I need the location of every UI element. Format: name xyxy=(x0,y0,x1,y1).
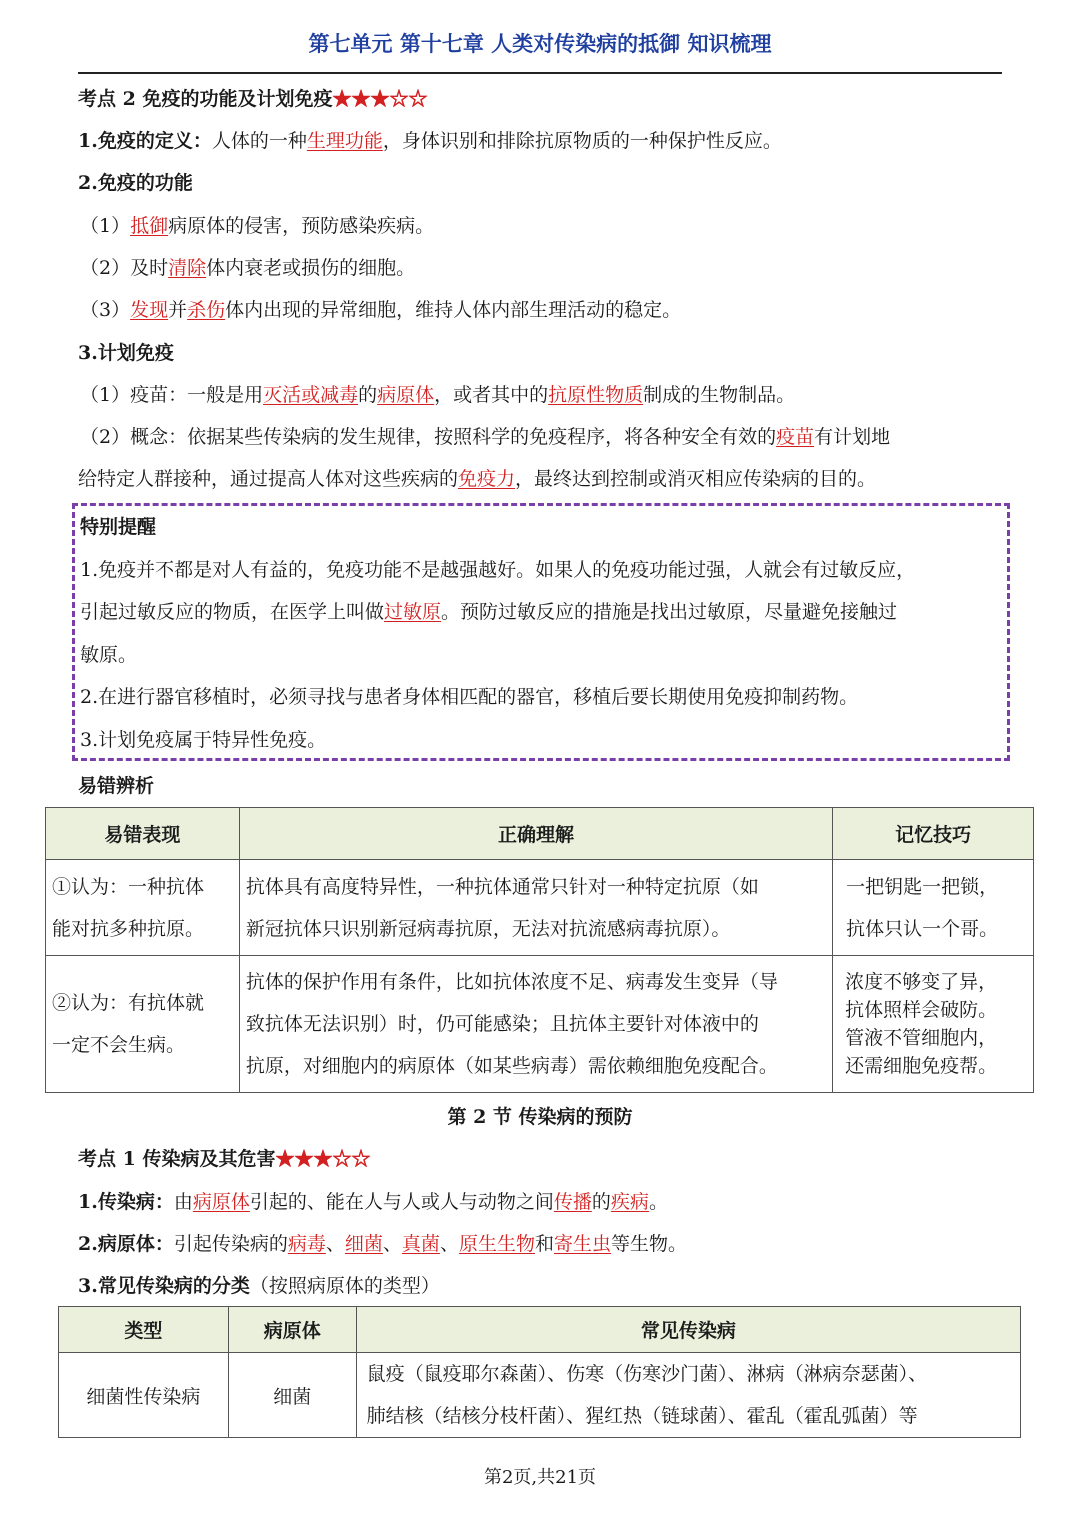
kp1-stars: ★★★☆☆ xyxy=(275,1148,371,1170)
disease-keyword-1: 病原体 xyxy=(192,1191,250,1213)
tip-line: 管液不管细胞内， xyxy=(845,1027,998,1049)
table-row xyxy=(46,956,1034,1093)
disease-line: 鼠疫（鼠疫耶尔森菌）、伤寒（伤寒沙门菌）、淋病（淋病奈瑟菌）、 xyxy=(366,1363,928,1385)
header-pathogen: 病原体 xyxy=(228,1307,356,1353)
kp2-title xyxy=(78,86,427,112)
header-type: 类型 xyxy=(59,1307,229,1353)
reminder-keyword: 过敏原 xyxy=(384,601,442,623)
kp1-title-text: 考点 1 传染病及其危害 xyxy=(78,1148,276,1170)
function-item-2 xyxy=(80,255,415,281)
f2-keyword: 清除 xyxy=(168,257,207,279)
mistake-cell xyxy=(46,860,240,956)
header-divider xyxy=(78,72,1002,74)
error-header-correct: 正确理解 xyxy=(239,808,832,860)
f1-text: 病原体的侵害，预防感染疾病。 xyxy=(168,215,435,237)
page-header-title: 第七单元 第十七章 人类对传染病的抵御 知识梳理 xyxy=(308,32,772,56)
correct-line: 抗体具有高度特异性，一种抗体通常只针对一种特定抗原（如 xyxy=(245,875,759,898)
disease-definition xyxy=(78,1189,668,1215)
pathogen-sep: 、 xyxy=(382,1233,402,1255)
tip-cell xyxy=(833,860,1034,956)
classification-heading xyxy=(78,1273,440,1299)
tip-line: 还需细胞免疫帮。 xyxy=(845,1055,998,1077)
p1-text-3: 制成的生物制品。 xyxy=(643,384,796,406)
definition-label: 1.免疫的定义： xyxy=(78,130,212,152)
correct-cell xyxy=(239,956,832,1093)
pathogen-text-2: 和 xyxy=(534,1233,554,1255)
f3-prefix: （3） xyxy=(80,299,131,321)
mistake-line: 一定不会生病。 xyxy=(52,1034,186,1056)
tip-cell xyxy=(833,956,1034,1093)
p1-keyword-3: 抗原性物质 xyxy=(548,384,644,406)
error-analysis-table xyxy=(45,807,1034,1093)
p2-keyword: 疫苗 xyxy=(776,426,815,448)
p2-prefix: （2）概念：依据某些传染病的发生规律，按照科学的免疫程序，将各种安全有效的 xyxy=(80,426,777,448)
kp2-title-text: 考点 2 免疫的功能及计划免疫 xyxy=(78,88,333,110)
mistake-line: ②认为：有抗体就 xyxy=(52,992,205,1014)
header-diseases: 常见传染病 xyxy=(356,1307,1020,1353)
reminder-line-2-b: 。预防过敏反应的措施是找出过敏原，尽量避免接触过 xyxy=(441,601,898,623)
diseases-cell xyxy=(356,1353,1020,1438)
function-item-1 xyxy=(80,213,434,239)
correct-line: 抗体的保护作用有条件，比如抗体浓度不足、病毒发生变异（导 xyxy=(245,971,778,993)
correct-line: 抗原，对细胞内的病原体（如某些病毒）需依赖细胞免疫配合。 xyxy=(245,1055,778,1077)
plan-heading: 3.计划免疫 xyxy=(78,342,174,364)
disease-text-3: 的 xyxy=(591,1191,611,1213)
disease-text-4: 。 xyxy=(648,1191,668,1213)
pathogen-text-3: 等生物。 xyxy=(611,1233,688,1255)
f1-prefix: （1） xyxy=(80,215,131,237)
f2-text: 体内衰老或损伤的细胞。 xyxy=(206,257,416,279)
reminder-title: 特别提醒 xyxy=(80,516,157,538)
disease-keyword-2: 传播 xyxy=(553,1191,592,1213)
reminder-line-2 xyxy=(80,599,897,625)
reminder-line-5: 3.计划免疫属于特异性免疫。 xyxy=(80,729,327,751)
correct-cell xyxy=(239,860,832,956)
definition-keyword: 生理功能 xyxy=(306,130,383,152)
disease-text-2: 引起的、能在人与人或人与动物之间 xyxy=(249,1191,554,1213)
pathogen-label: 2.病原体： xyxy=(78,1233,174,1255)
pathogen-sep: 、 xyxy=(325,1233,345,1255)
page-number: 第2页,共21页 xyxy=(483,1467,597,1488)
definition-text-1: 人体的一种 xyxy=(211,130,307,152)
classification-label: 3.常见传染病的分类 xyxy=(78,1275,250,1297)
f1-keyword: 抵御 xyxy=(130,215,169,237)
p1-prefix: （1）疫苗：一般是用 xyxy=(80,384,264,406)
pathogen-keyword-3: 真菌 xyxy=(401,1233,440,1255)
p2b-keyword: 免疫力 xyxy=(458,468,516,490)
error-header-mistake: 易错表现 xyxy=(46,808,240,860)
mistake-line: 能对抗多种抗原。 xyxy=(52,917,205,940)
reminder-line-1: 1.免疫并不都是对人有益的，免疫功能不是越强越好。如果人的免疫功能过强，人就会有过敏反应， xyxy=(80,559,916,581)
p1-keyword-1: 灭活或减毒 xyxy=(263,384,359,406)
immunity-definition xyxy=(78,128,782,154)
f3-keyword-2: 杀伤 xyxy=(187,299,226,321)
kp1-title xyxy=(78,1146,370,1172)
p2b-text-2: ，最终达到控制或消灭相应传染病的目的。 xyxy=(515,468,877,490)
tip-line: 一把钥匙一把锁， xyxy=(846,875,999,898)
disease-line: 肺结核（结核分枝杆菌）、猩红热（链球菌）、霍乱（霍乱弧菌）等 xyxy=(366,1405,918,1427)
p2-text: 有计划地 xyxy=(814,426,891,448)
pathogen-keyword-5: 寄生虫 xyxy=(553,1233,611,1255)
error-header-tip: 记忆技巧 xyxy=(833,808,1034,860)
type-cell: 细菌性传染病 xyxy=(59,1353,229,1438)
disease-label: 1.传染病： xyxy=(78,1191,174,1213)
special-reminder-box xyxy=(72,503,1010,761)
pathogen-definition xyxy=(78,1231,687,1257)
table-row xyxy=(46,860,1034,956)
plan-item-2 xyxy=(80,424,890,450)
plan-item-1 xyxy=(80,382,795,408)
f2-prefix: （2）及时 xyxy=(80,257,169,279)
disease-keyword-3: 疾病 xyxy=(610,1191,649,1213)
reminder-line-2-a: 引起过敏反应的物质，在医学上叫做 xyxy=(80,601,385,623)
definition-text-2: ，身体识别和排除抗原物质的一种保护性反应。 xyxy=(382,130,782,152)
p2b-text-1: 给特定人群接种，通过提高人体对这些疾病的 xyxy=(78,468,459,490)
reminder-line-4: 2.在进行器官移植时，必须寻找与患者身体相匹配的器官，移植后要长期使用免疫抑制药物。 xyxy=(80,686,859,708)
pathogen-keyword-2: 细菌 xyxy=(344,1233,383,1255)
mistake-line: ①认为：一种抗体 xyxy=(52,875,205,898)
function-heading: 2.免疫的功能 xyxy=(78,172,193,194)
f3-text-2: 体内出现的异常细胞，维持人体内部生理活动的稳定。 xyxy=(225,299,682,321)
classification-note: （按照病原体的类型） xyxy=(249,1275,440,1297)
p1-text-1: 的 xyxy=(358,384,378,406)
p1-keyword-2: 病原体 xyxy=(377,384,435,406)
tip-line: 抗体照样会破防。 xyxy=(845,999,998,1021)
pathogen-keyword-1: 病毒 xyxy=(287,1233,326,1255)
classification-table-header xyxy=(59,1307,1021,1353)
classification-table xyxy=(58,1306,1021,1438)
correct-line: 新冠抗体只识别新冠病毒抗原，无法对抗流感病毒抗原）。 xyxy=(245,917,731,940)
correct-line: 致抗体无法识别）时，仍可能感染；且抗体主要针对体液中的 xyxy=(245,1013,759,1035)
error-analysis-title: 易错辨析 xyxy=(78,775,155,797)
disease-text-1: 由 xyxy=(173,1191,193,1213)
tip-line: 浓度不够变了异， xyxy=(845,971,998,993)
plan-item-2-cont xyxy=(78,466,876,492)
f3-text-1: 并 xyxy=(168,299,188,321)
section-title: 第 2 节 传染病的预防 xyxy=(447,1106,633,1128)
kp2-stars: ★★★☆☆ xyxy=(332,88,428,110)
function-item-3 xyxy=(80,297,681,323)
pathogen-cell: 细菌 xyxy=(228,1353,356,1438)
tip-line: 抗体只认一个哥。 xyxy=(846,917,999,940)
pathogen-text-1: 引起传染病的 xyxy=(173,1233,288,1255)
f3-keyword-1: 发现 xyxy=(130,299,169,321)
mistake-cell xyxy=(46,956,240,1093)
table-row xyxy=(59,1353,1021,1438)
pathogen-sep: 、 xyxy=(439,1233,459,1255)
pathogen-keyword-4: 原生生物 xyxy=(458,1233,535,1255)
reminder-line-3: 敏原。 xyxy=(80,644,138,666)
error-table-header xyxy=(46,808,1034,860)
p1-text-2: ，或者其中的 xyxy=(434,384,549,406)
